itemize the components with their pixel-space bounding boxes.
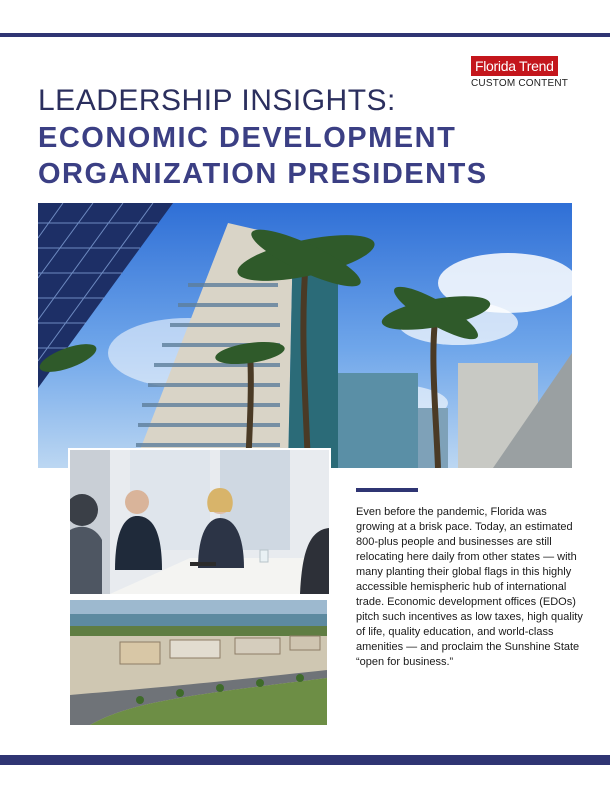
accent-bar [356,488,418,492]
florida-trend-logo [471,56,581,89]
aerial-development-photo [70,600,327,725]
title-line-1: LEADERSHIP INSIGHTS: [38,84,396,117]
meeting-photo [68,448,331,596]
title-line-2: ECONOMIC DEVELOPMENT ORGANIZATION PRESIDENTS [38,122,488,190]
logo-brand: Florida Trend [471,56,558,76]
article-intro: Even before the pandemic, Florida was growing at a brisk pace. Today, an estimated 800-plus people and businesses are still relocating here daily from other states — with many planting their global flags in this highly accessible hemispheric hub of international trade. Economic development offices (EDOs) pitch such incentives as low taxes, high quality of life, quality education, and world-class amenities — and proclaim the Sunshine State “open for business.” [356,506,583,668]
logo-tagline: CUSTOM CONTENT [471,78,569,89]
top-rule [0,33,610,37]
bottom-rule [0,755,610,765]
hero-skyline-photo [38,203,572,468]
